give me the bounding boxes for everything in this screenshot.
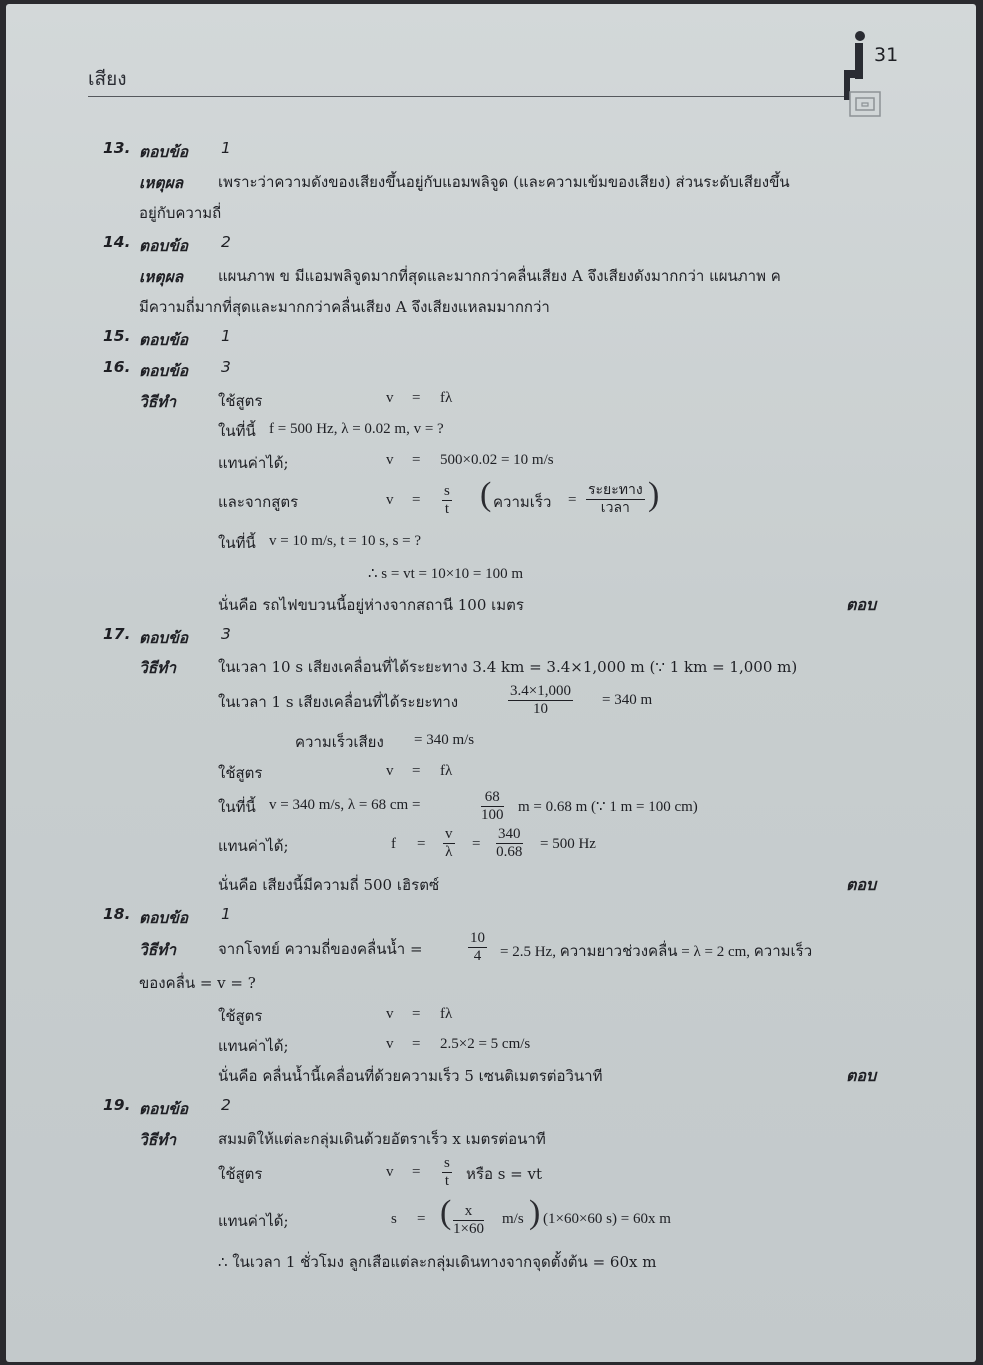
q18-label: ตอบข้อ: [139, 909, 189, 927]
q17-formula-text: ใช้สูตร: [218, 764, 263, 782]
q19-s-over-t: [442, 1155, 452, 1190]
q18-formula-text: ใช้สูตร: [218, 1007, 263, 1025]
q17-subst-eq2: =: [472, 836, 481, 852]
q17-value-numerator: 340: [498, 826, 521, 842]
page-number: 31: [874, 44, 899, 66]
q14-reason-label: เหตุผล: [139, 268, 184, 286]
q19-line1: สมมติให้แต่ละกลุ่มเดินด้วยอัตราเร็ว x เมตรต่อนาที: [218, 1130, 546, 1148]
q17-v-numerator: v: [445, 826, 453, 842]
q16-given2-prefix: ในที่นี้: [218, 534, 256, 552]
q19-t-denominator: t: [444, 1173, 449, 1189]
q14-label: ตอบข้อ: [139, 237, 189, 255]
q19-x-numerator: x: [453, 1203, 484, 1221]
q18-number: 18.: [103, 905, 131, 923]
q19-answer: 2: [221, 1096, 231, 1114]
q17-cm-fraction: [481, 789, 504, 824]
q17-line2-rhs: = 340 m: [602, 692, 653, 708]
q16-method-label: วิธีทำ: [139, 393, 177, 411]
q16-given-prefix: ในที่นี้: [218, 422, 256, 440]
q17-lambda-denominator: λ: [445, 844, 453, 860]
q16-formula-lhs: v: [386, 390, 394, 406]
q16-given2-values: v = 10 m/s, t = 10 s, s = ?: [269, 533, 422, 549]
q13-answer: 1: [221, 139, 231, 157]
q17-formula-lhs: v: [386, 763, 394, 779]
q18-line1-rhs: = 2.5 Hz, ความยาวช่วงคลื่น = λ = 2 cm, ความเร็ว: [500, 944, 813, 960]
q18-frequency-fraction: [468, 930, 487, 965]
q14-number: 14.: [103, 233, 131, 251]
q19-method-label: วิธีทำ: [139, 1131, 177, 1149]
q19-number: 19.: [103, 1096, 131, 1114]
q17-conclusion: นั่นคือ เสียงนี้มีความถี่ 500 เฮิรตซ์: [218, 876, 440, 894]
q19-s-numerator: s: [444, 1155, 450, 1171]
q16-formula-rhs: fλ: [440, 390, 453, 406]
q13-reason-line2: อยู่กับความถี่: [139, 204, 222, 222]
q16-answer: 3: [221, 358, 231, 376]
q16-answer-tag: ตอบ: [846, 595, 877, 614]
q14-answer: 2: [221, 233, 231, 251]
q19-formula-rhs: หรือ s = vt: [466, 1165, 543, 1183]
header-rule: [88, 96, 848, 97]
q15-label: ตอบข้อ: [139, 331, 189, 349]
q17-distance-numerator: 3.4×1,000: [510, 683, 571, 699]
q13-label: ตอบข้อ: [139, 143, 189, 161]
q17-label: ตอบข้อ: [139, 629, 189, 647]
q16-result-line: ∴ s = vt = 10×10 = 100 m: [368, 566, 524, 582]
q16-given-values: f = 500 Hz, λ = 0.02 m, v = ?: [269, 421, 444, 437]
q18-frequency-denominator: 4: [473, 948, 482, 964]
q16-formula2-lhs: v: [386, 492, 394, 508]
q16-distance-over-time: [586, 482, 645, 517]
q19-formula-eq: =: [412, 1164, 421, 1180]
q16-time-label: เวลา: [600, 500, 630, 516]
q19-formula-lhs: v: [386, 1164, 394, 1180]
q16-paren-eq: =: [568, 492, 577, 508]
q16-paren-lhs: ความเร็ว: [493, 493, 552, 511]
q18-subst-lhs: v: [386, 1036, 394, 1052]
q17-value-fraction: [496, 826, 523, 861]
q18-formula-rhs: fλ: [440, 1006, 453, 1022]
q18-subst-rhs: 2.5×2 = 5 cm/s: [440, 1036, 531, 1052]
q19-unit: m/s: [502, 1211, 524, 1227]
q17-cm-numerator: 68: [481, 789, 504, 807]
q19-label: ตอบข้อ: [139, 1100, 189, 1118]
q16-subst-text: แทนค่าได้;: [218, 454, 289, 472]
q17-v-over-lambda: [443, 826, 455, 861]
q16-label: ตอบข้อ: [139, 362, 189, 380]
q19-subst-text: แทนค่าได้;: [218, 1212, 289, 1230]
q16-formula2-eq: =: [412, 492, 421, 508]
q16-t-denominator: t: [444, 501, 449, 517]
q15-answer: 1: [221, 327, 231, 345]
q16-formula-eq: =: [412, 390, 421, 406]
q17-subst-rhs: = 500 Hz: [540, 836, 596, 852]
q16-subst-rhs: 500×0.02 = 10 m/s: [440, 452, 554, 468]
q17-subst-lhs: f: [391, 836, 396, 852]
q17-cm-denominator: 100: [481, 807, 504, 823]
q18-answer: 1: [221, 905, 231, 923]
q16-s-over-t: [442, 483, 452, 518]
book-page: [6, 4, 976, 1362]
q17-method-label: วิธีทำ: [139, 659, 177, 677]
q13-reason-label: เหตุผล: [139, 174, 184, 192]
q16-s-numerator: s: [444, 483, 450, 499]
q18-conclusion: นั่นคือ คลื่นน้ำนี้เคลื่อนที่ด้วยความเร็ว 5 เซนติเมตรต่อวินาที: [218, 1067, 603, 1085]
q18-formula-eq: =: [412, 1006, 421, 1022]
q13-reason-line1: เพราะว่าความดังของเสียงขึ้นอยู่กับแอมพลิจูด (และความเข้มของเสียง) ส่วนระดับเสียงขึ้น: [218, 173, 790, 191]
q17-given-prefix: ในที่นี้: [218, 798, 256, 816]
q19-conclusion: ∴ ในเวลา 1 ชั่วโมง ลูกเสือแต่ละกลุ่มเดินทางจากจุดตั้งต้น = 60x m: [218, 1253, 657, 1271]
q18-answer-tag: ตอบ: [846, 1066, 877, 1085]
q17-line2-text: ในเวลา 1 s เสียงเคลื่อนที่ได้ระยะทาง: [218, 693, 459, 711]
q18-method-label: วิธีทำ: [139, 941, 177, 959]
q14-reason-line1: แผนภาพ ข มีแอมพลิจูดมากที่สุดและมากกว่าคลื่นเสียง A จึงเสียงดังมากกว่า แผนภาพ ค: [218, 267, 781, 285]
q19-formula-text: ใช้สูตร: [218, 1165, 263, 1183]
q19-paren-open: (: [440, 1194, 452, 1231]
q19-subst-lhs: s: [391, 1211, 397, 1227]
q18-subst-eq: =: [412, 1036, 421, 1052]
q18-line2: ของคลื่น = v = ?: [139, 974, 256, 992]
q17-distance-denominator: 10: [532, 701, 548, 717]
q17-number: 17.: [103, 625, 131, 643]
q17-formula-eq: =: [412, 763, 421, 779]
q19-subst-eq: =: [417, 1211, 426, 1227]
q16-formula-text: ใช้สูตร: [218, 392, 263, 410]
q19-paren-close: ): [529, 1194, 541, 1231]
q16-subst-eq: =: [412, 452, 421, 468]
q16-number: 16.: [103, 358, 131, 376]
q15-number: 15.: [103, 327, 131, 345]
q17-speed-rhs: = 340 m/s: [414, 732, 475, 748]
q19-x-denominator: 1×60: [453, 1221, 484, 1237]
q18-formula-lhs: v: [386, 1006, 394, 1022]
q18-frequency-numerator: 10: [470, 930, 485, 946]
q14-reason-line2: มีความถี่มากที่สุดและมากกว่าคลื่นเสียง A จึงเสียงแหลมมากกว่า: [139, 298, 550, 316]
q13-number: 13.: [103, 139, 131, 157]
q16-paren-close: ): [648, 476, 660, 513]
q18-subst-text: แทนค่าได้;: [218, 1037, 289, 1055]
q16-formula2-text: และจากสูตร: [218, 493, 299, 511]
q17-subst-eq: =: [417, 836, 426, 852]
q18-line1-text: จากโจทย์ ความถี่ของคลื่นน้ำ =: [218, 940, 423, 958]
q17-line1: ในเวลา 10 s เสียงเคลื่อนที่ได้ระยะทาง 3.4 km = 3.4×1,000 m (∵ 1 km = 1,000 m): [218, 658, 798, 676]
q17-answer: 3: [221, 625, 231, 643]
q17-distance-fraction: [508, 683, 573, 718]
q17-given-values: v = 340 m/s, λ = 68 cm =: [269, 797, 421, 813]
q17-subst-text: แทนค่าได้;: [218, 837, 289, 855]
q17-value-denominator: 0.68: [496, 844, 523, 860]
q17-formula-rhs: fλ: [440, 763, 453, 779]
chapter-title: เสียง: [88, 68, 127, 90]
q16-subst-lhs: v: [386, 452, 394, 468]
q17-speed-text: ความเร็วเสียง: [295, 733, 384, 751]
q16-paren-open: (: [480, 476, 492, 513]
q17-given-rhs: m = 0.68 m (∵ 1 m = 100 cm): [518, 799, 698, 815]
q16-distance-label: ระยะทาง: [588, 482, 643, 498]
q19-x-fraction: [453, 1203, 484, 1238]
q16-conclusion: นั่นคือ รถไฟขบวนนี้อยู่ห่างจากสถานี 100 เมตร: [218, 596, 524, 614]
q17-answer-tag: ตอบ: [846, 875, 877, 894]
q19-subst-rhs: (1×60×60 s) = 60x m: [543, 1211, 671, 1227]
